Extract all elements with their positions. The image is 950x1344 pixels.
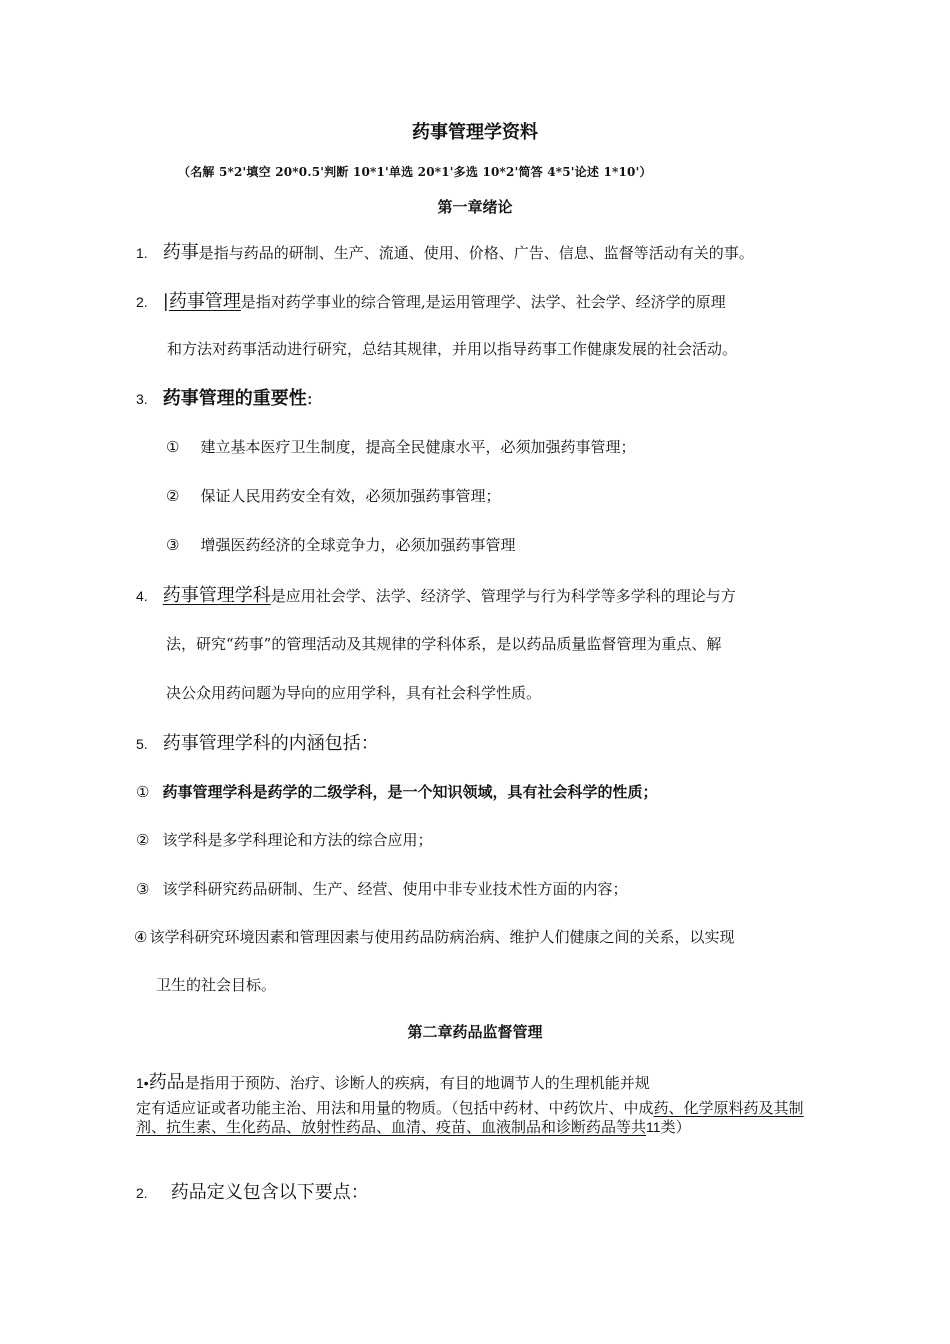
- circled-number: ①: [166, 438, 180, 456]
- term: 药品定义包含以下要点：: [170, 1182, 369, 1203]
- term: 药事管理学科的内涵包括：: [162, 733, 379, 754]
- chapter-2-heading: 第二章药品监督管理: [407, 1023, 543, 1041]
- item-number: 1.: [136, 245, 148, 261]
- exam-format-note: （名解 5*2'填空 20*0.5'判断 10*1'单选 20*1'多选 10*2'简答 4*5'论述 1*10'）: [178, 165, 652, 179]
- sub-text: 该学科研究环境因素和管理因素与使用药品防病治病、维护人们健康之间的关系，以实现: [149, 928, 735, 946]
- chapter-1-heading: 第一章绪论: [437, 198, 513, 216]
- definition: 是指用于预防、治疗、诊断人的疾病，有目的地调节人的生理机能并规: [184, 1074, 650, 1092]
- ch1-item-2: [136, 287, 726, 313]
- ch2-item-2: [136, 1178, 369, 1204]
- ch1-item-3-sub-2: [166, 485, 501, 506]
- ch1-item-5-sub-2: [136, 829, 433, 850]
- sub-text: 该学科研究药品研制、生产、经营、使用中非专业技术性方面的内容；: [162, 880, 628, 898]
- ch1-item-3: [136, 384, 313, 410]
- ch1-item-4: [136, 581, 736, 607]
- ch1-item-5-sub-1: [136, 781, 658, 802]
- count-number: 11: [646, 1119, 661, 1135]
- ch1-item-3-sub-1: [166, 436, 636, 457]
- circled-number: ③: [136, 880, 150, 898]
- ch1-item-4-cont-2: 决公众用药问题为导向的应用学科，具有社会科学性质。: [166, 684, 542, 702]
- ch1-item-3-sub-3: [166, 534, 516, 555]
- item-number: 1•: [136, 1075, 149, 1091]
- circled-number: ①: [136, 783, 150, 801]
- definition: 是指对药学事业的综合管理,是运用管理学、法学、社会学、经济学的原理: [240, 293, 726, 311]
- definition: 是指与药品的研制、生产、流通、使用、价格、广告、信息、监督等活动有关的事。: [198, 244, 754, 262]
- ch1-item-1: [136, 238, 754, 264]
- category-suffix: 类）: [660, 1118, 691, 1136]
- ch1-item-5: [136, 729, 379, 755]
- sub-text: 增强医药经济的全球竞争力，必须加强药事管理: [200, 536, 516, 554]
- term: 药品: [148, 1072, 185, 1093]
- ch1-item-2-cont: 和方法对药事活动进行研究，总结其规律，并用以指导药事工作健康发展的社会活动。: [167, 340, 738, 358]
- circled-number: ②: [136, 831, 150, 849]
- ch2-item-1-cont: [136, 1099, 826, 1137]
- sub-text: 保证人民用药安全有效，必须加强药事管理；: [200, 487, 501, 505]
- ch1-item-5-sub-4: [134, 926, 734, 947]
- colon: :: [306, 388, 313, 409]
- ch1-item-5-sub-4-cont: 卫生的社会目标。: [156, 976, 277, 994]
- circled-number: ③: [166, 536, 180, 554]
- definition-cont: 定有适应证或者功能主治、用法和用量的物质。（包括中药材、中药饮片、中成: [136, 1099, 654, 1117]
- ch1-item-5-sub-3: [136, 878, 628, 899]
- text-cursor-mark: |: [162, 291, 169, 312]
- document-title: 药事管理学资料: [412, 122, 538, 143]
- term: 药事: [162, 242, 199, 263]
- item-number: 2.: [136, 294, 148, 310]
- term: 药事管理学科: [162, 585, 271, 606]
- sub-text: 该学科是多学科理论和方法的综合应用；: [162, 831, 433, 849]
- sub-text: 建立基本医疗卫生制度，提高全民健康水平，必须加强药事管理；: [200, 438, 636, 456]
- term: 药事管理: [168, 291, 241, 312]
- circled-number: ②: [166, 487, 180, 505]
- item-number: 2.: [136, 1185, 148, 1201]
- item-number: 3.: [136, 391, 148, 407]
- ch2-item-1: [136, 1068, 650, 1094]
- ch1-item-4-cont-1: 法，研究“药事”的管理活动及其规律的学科体系，是以药品质量监督管理为重点、解: [166, 635, 722, 653]
- underlined-list-cont: 料药及其制剂、抗生素、生化药品、放射性药品、血清、疫苗、血液制品和诊断药品等共: [136, 1099, 804, 1136]
- sub-text: 药事管理学科是药学的二级学科，是一个知识领域，具有社会科学的性质；: [162, 783, 658, 801]
- definition: 是应用社会学、法学、经济学、管理学与行为科学等多学科的理论与方: [270, 587, 736, 605]
- circled-number: ④: [134, 928, 148, 946]
- term: 药事管理的重要性: [162, 388, 307, 409]
- item-number: 5.: [136, 736, 148, 752]
- underlined-list: 药、化学原: [653, 1099, 729, 1117]
- item-number: 4.: [136, 588, 148, 604]
